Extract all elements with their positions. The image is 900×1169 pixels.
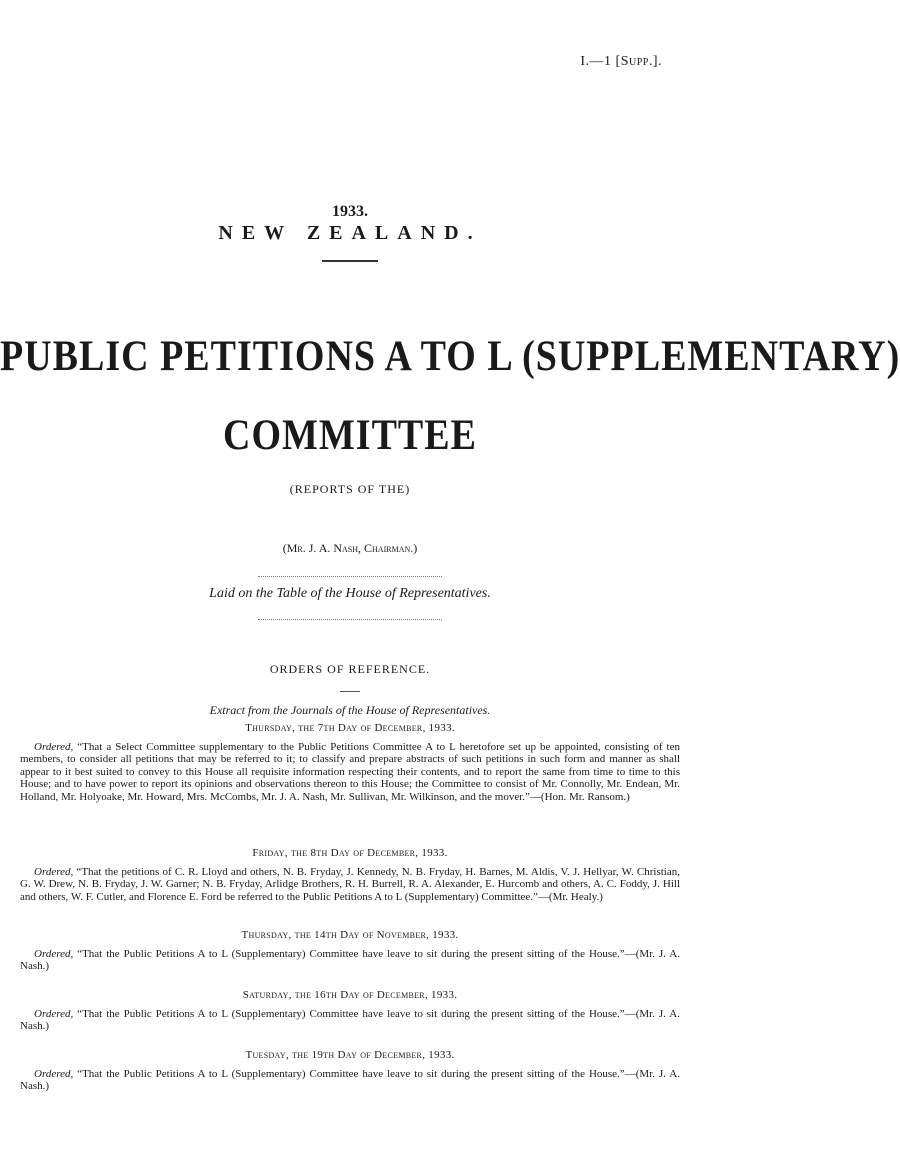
chairman-line: (Mr. J. A. Nash, Chairman.) <box>282 541 418 555</box>
page-reference: I.—1 [Supp.]. <box>580 54 662 69</box>
entry-date: Thursday, the 7th Day of December, 1933. <box>245 722 455 734</box>
laid-statement: Laid on the Table of the House of Representatives. <box>209 586 491 601</box>
year: 1933. <box>332 203 368 220</box>
ordered-label: Ordered, <box>34 1068 74 1080</box>
tiny-rule <box>340 691 360 692</box>
orders-heading: ORDERS OF REFERENCE. <box>269 662 431 676</box>
ordered-label: Ordered, <box>34 866 74 878</box>
entry-date: Tuesday, the 19th Day of December, 1933. <box>245 1049 455 1061</box>
main-title-committee: COMMITTEE <box>223 410 477 460</box>
ordered-label: Ordered, <box>34 948 74 960</box>
short-rule <box>322 260 378 262</box>
order-text: “That the Public Petitions A to L (Supplementary) Committee have leave to sit during the present sitting of the House.”—(Mr. J. A. Nash.) <box>20 1008 680 1033</box>
entry-date: Friday, the 8th Day of December, 1933. <box>252 847 448 859</box>
dotted-rule-bottom <box>258 619 442 620</box>
order-paragraph <box>20 948 680 973</box>
order-text: “That the petitions of C. R. Lloyd and others, N. B. Fryday, J. Kennedy, N. B. Fryday, H. Barnes, M. Aldis, V. J. Hellyar, W. Christian, G. W. Drew, N. B. Fryday, J. W. Garner; N. B. Fryday, Arlidge Brothers, R. H. Burrell, R. A. Alexander, E. Hurcomb and others, A. C. Foddy, J. Hill and others, W. F. Cutler, and Florence E. Ford be referred to the Public Petitions A to L (Supplementary) Committee.”—(Mr. Healy.) <box>20 866 680 903</box>
dotted-rule-top <box>258 576 442 577</box>
ordered-label: Ordered, <box>34 741 74 753</box>
ordered-label: Ordered, <box>34 1008 74 1020</box>
main-title: PUBLIC PETITIONS A TO L (SUPPLEMENTARY) <box>0 331 900 381</box>
entry-date: Thursday, the 14th Day of November, 1933. <box>241 929 459 941</box>
order-text: “That the Public Petitions A to L (Supplementary) Committee have leave to sit during the present sitting of the House.”—(Mr. J. A. Nash.) <box>20 948 680 973</box>
order-paragraph <box>20 866 680 903</box>
order-text: “That a Select Committee supplementary to the Public Petitions Committee A to L heretofore set up be appointed, consisting of ten members, to consider all petitions that may be referred to it; to classify and prepare abstracts of such petitions in such form and manner as shall appear to it best suited to convey to this House all requisite information respecting their contents, and to report the same from time to time to this House; and to have power to report its opinions and observations thereon to this House; the Committee to consist of Mr. Connolly, Mr. Endean, Mr. Holland, Mr. Holyoake, Mr. Howard, Mrs. McCombs, Mr. J. A. Nash, Mr. Sullivan, Mr. Wilkinson, and the mover.”—(Hon. Mr. Ransom.) <box>20 741 680 803</box>
order-paragraph <box>20 1008 680 1033</box>
country-heading: NEW ZEALAND. <box>218 222 482 244</box>
entry-date: Saturday, the 16th Day of December, 1933. <box>242 989 458 1001</box>
order-paragraph <box>20 741 680 803</box>
order-text: “That the Public Petitions A to L (Supplementary) Committee have leave to sit during the present sitting of the House.”—(Mr. J. A. Nash.) <box>20 1068 680 1093</box>
subtitle: (REPORTS OF THE) <box>289 482 411 496</box>
extract-line: Extract from the Journals of the House of Representatives. <box>209 703 491 717</box>
order-paragraph <box>20 1068 680 1093</box>
